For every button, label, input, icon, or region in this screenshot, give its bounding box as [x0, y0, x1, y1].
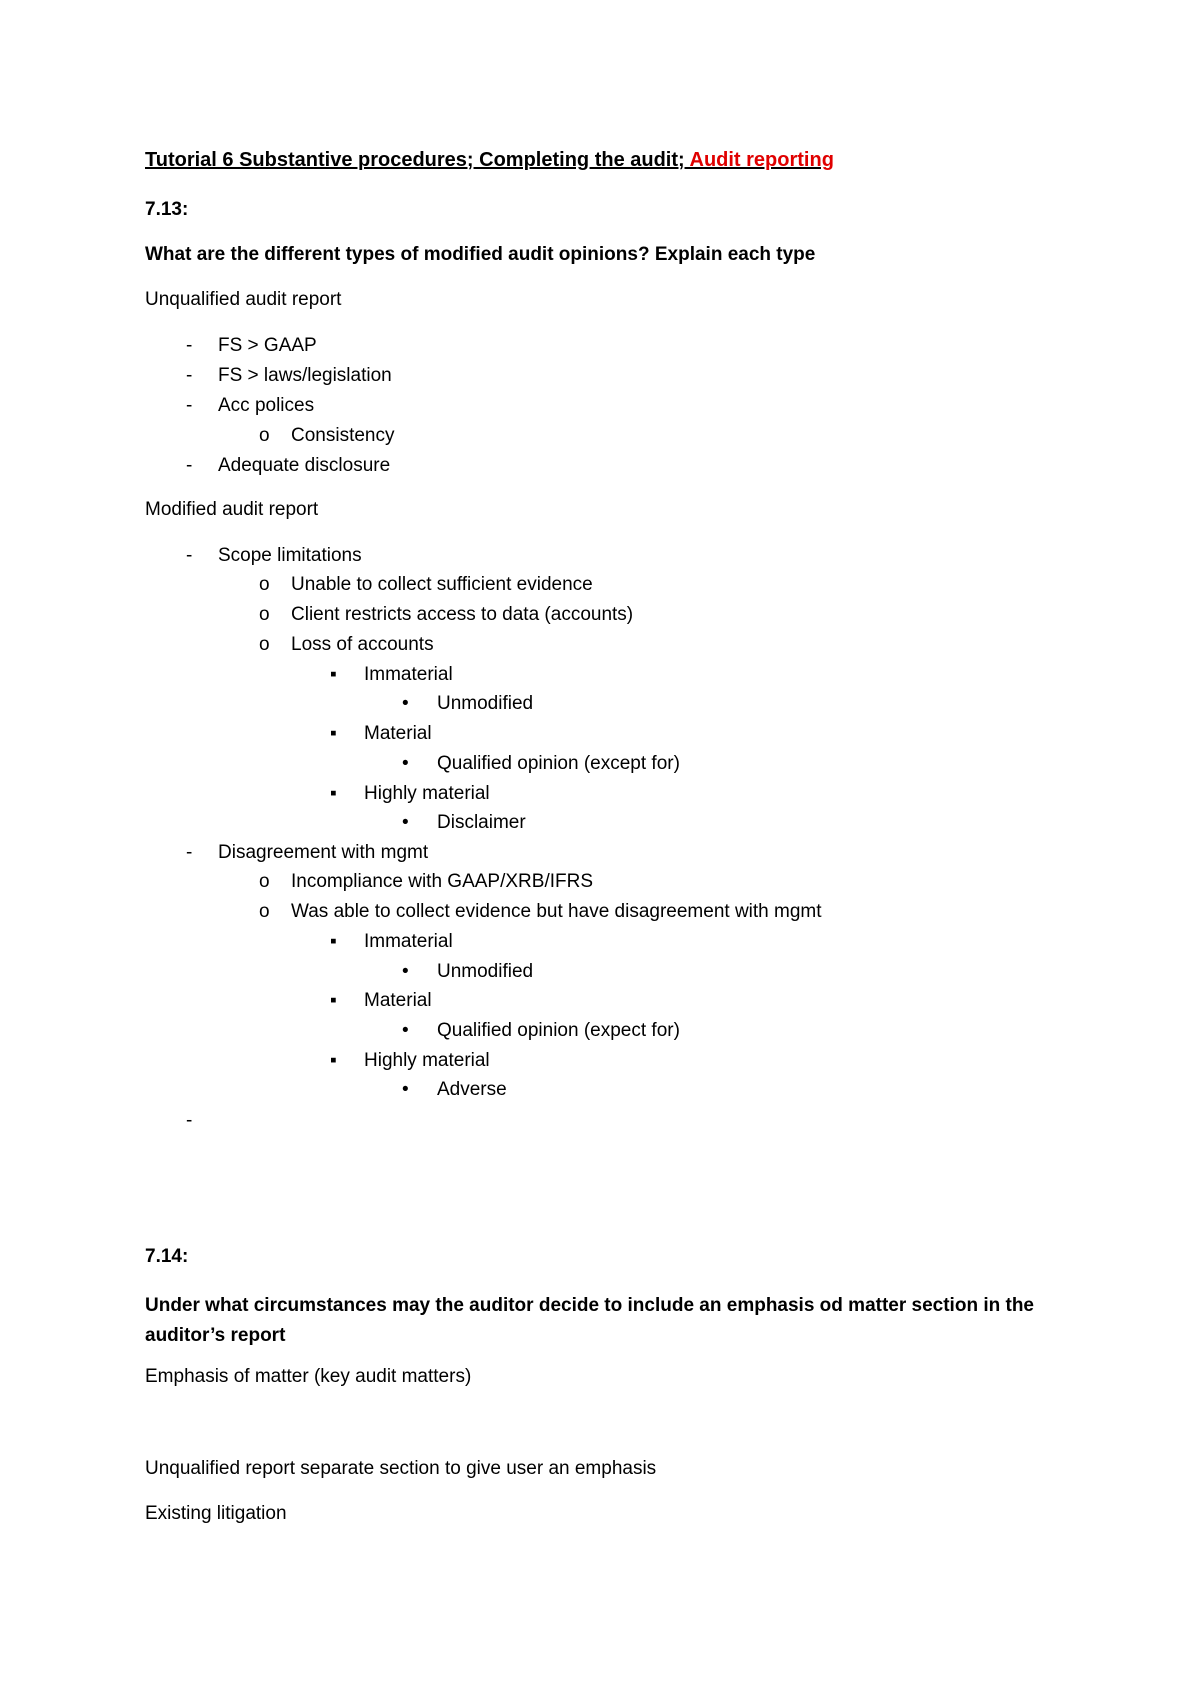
- list-item: Immaterial: [364, 931, 453, 952]
- list-item: Disclaimer: [437, 812, 526, 833]
- list-item: Unable to collect sufficient evidence: [291, 574, 593, 595]
- list-marker-bullet: •: [402, 1079, 409, 1100]
- list-marker-circle: o: [259, 604, 270, 625]
- list-marker-dash: -: [186, 365, 193, 386]
- list-item: Immaterial: [364, 664, 453, 685]
- list-marker-square: ▪: [330, 664, 337, 685]
- list-marker-circle: o: [259, 634, 270, 655]
- list-marker-dash: -: [186, 395, 193, 416]
- list-item-scope: Scope limitations: [218, 545, 362, 566]
- list-marker-circle: o: [259, 425, 270, 446]
- list-marker-bullet: •: [402, 693, 409, 714]
- title-highlight: Audit reporting: [689, 149, 834, 171]
- document-title: [145, 149, 834, 171]
- list-item: Qualified opinion (expect for): [437, 1020, 680, 1041]
- unqualified-heading: Unqualified audit report: [145, 289, 342, 310]
- list-item: Qualified opinion (except for): [437, 753, 680, 774]
- list-item: Consistency: [291, 425, 395, 446]
- list-marker-circle: o: [259, 871, 270, 892]
- list-marker-dash: -: [186, 335, 193, 356]
- list-item-disagreement: Disagreement with mgmt: [218, 842, 429, 863]
- list-marker-bullet: •: [402, 812, 409, 833]
- list-marker-square: ▪: [330, 1050, 337, 1071]
- modified-heading: Modified audit report: [145, 499, 319, 520]
- list-item: Was able to collect evidence but have disagreement with mgmt: [291, 901, 822, 922]
- question-number-714: 7.14:: [145, 1246, 189, 1267]
- list-marker-dash: -: [186, 842, 193, 863]
- list-marker-bullet: •: [402, 1020, 409, 1041]
- list-item: FS > GAAP: [218, 335, 317, 356]
- list-item: Unmodified: [437, 693, 534, 714]
- question-714: Under what circumstances may the auditor decide to include an emphasis od matter section in the auditor’s report: [145, 1295, 1034, 1346]
- paragraph: Existing litigation: [145, 1503, 287, 1524]
- title-main: Tutorial 6 Substantive procedures; Completing the audit;: [145, 149, 690, 171]
- list-item: Unmodified: [437, 961, 534, 982]
- list-marker-circle: o: [259, 574, 270, 595]
- list-item: Highly material: [364, 783, 490, 804]
- list-marker-dash: -: [186, 545, 193, 566]
- list-marker-square: ▪: [330, 990, 337, 1011]
- list-marker-bullet: •: [402, 961, 409, 982]
- list-item: Incompliance with GAAP/XRB/IFRS: [291, 871, 593, 892]
- paragraph: Emphasis of matter (key audit matters): [145, 1366, 472, 1387]
- list-marker-dash: -: [186, 455, 193, 476]
- list-item: FS > laws/legislation: [218, 365, 392, 386]
- list-marker-bullet: •: [402, 753, 409, 774]
- paragraph: Unqualified report separate section to give user an emphasis: [145, 1458, 657, 1479]
- list-item: Material: [364, 723, 432, 744]
- question-number-713: 7.13:: [145, 199, 189, 220]
- list-marker-square: ▪: [330, 931, 337, 952]
- list-item: Material: [364, 990, 432, 1011]
- list-item: Adequate disclosure: [218, 455, 391, 476]
- list-item: Acc polices: [218, 395, 315, 416]
- list-marker-square: ▪: [330, 723, 337, 744]
- list-item: Loss of accounts: [291, 634, 434, 655]
- list-item: Highly material: [364, 1050, 490, 1071]
- list-marker-square: ▪: [330, 783, 337, 804]
- list-item: Adverse: [437, 1079, 507, 1100]
- list-item: Client restricts access to data (accounts): [291, 604, 634, 625]
- question-713: What are the different types of modified audit opinions? Explain each type: [145, 244, 816, 265]
- list-marker-dash: -: [186, 1110, 193, 1131]
- list-marker-circle: o: [259, 901, 270, 922]
